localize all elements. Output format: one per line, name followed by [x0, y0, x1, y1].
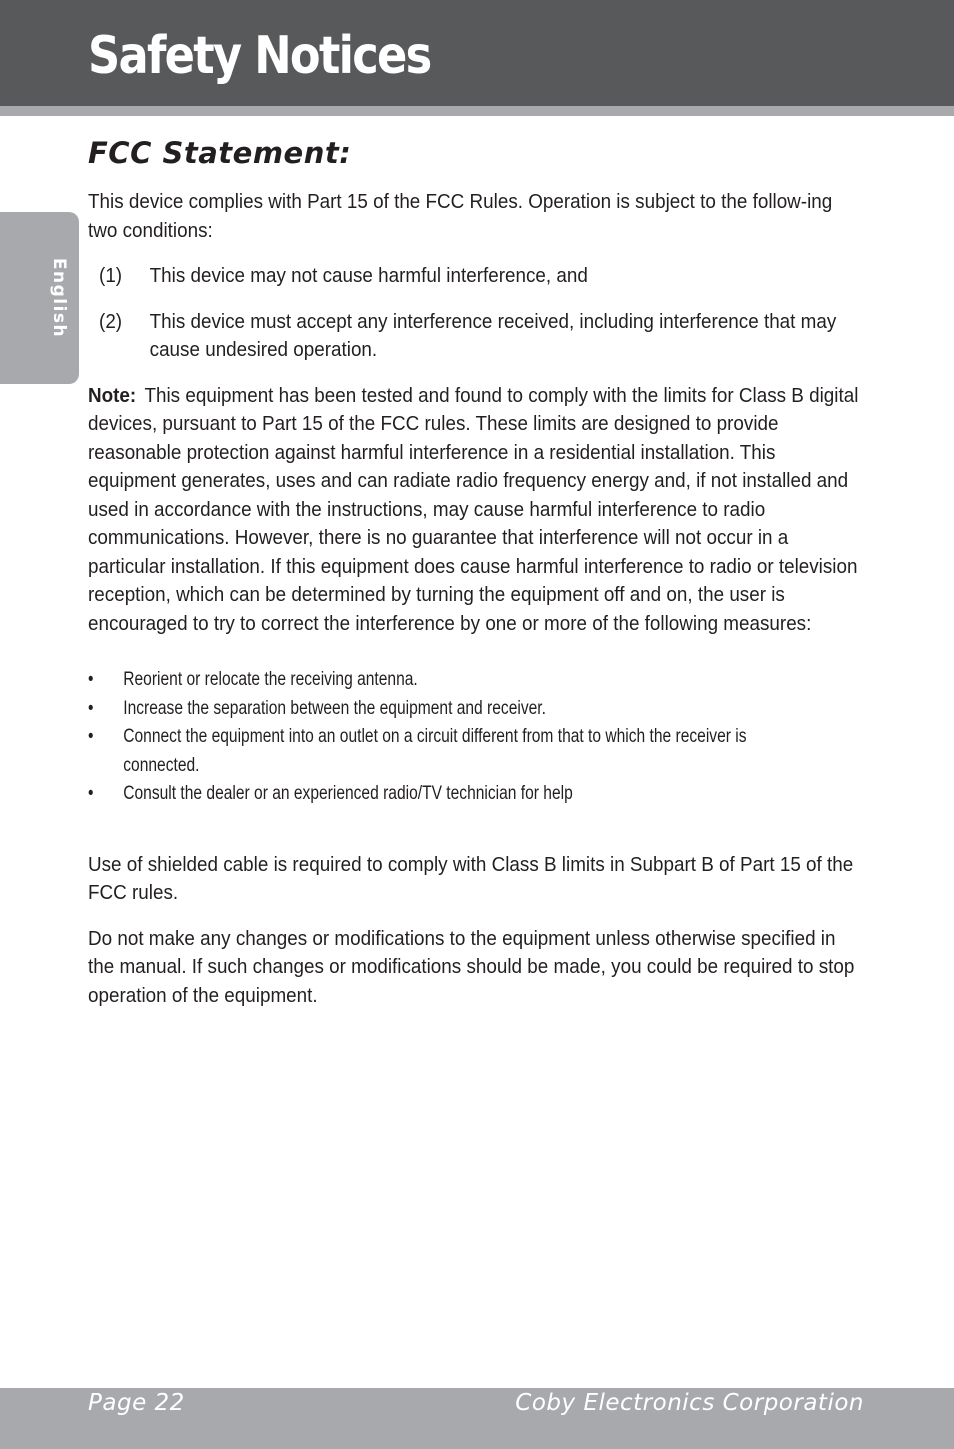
condition-text: This device may not cause harmful interference, and — [149, 264, 588, 287]
modifications-paragraph: Do not make any changes or modifications to the equipment unless otherwise specified in the manual. If such changes or modifications should be made, you could be required to stop operation of the equipment. — [88, 926, 855, 1007]
condition-number: (1) — [99, 264, 123, 287]
list-item-text: Connect the equipment into an outlet on a circuit different from that to which the receiver is connected. — [123, 726, 747, 776]
condition-number: (2) — [99, 309, 123, 333]
condition-item — [88, 262, 865, 291]
section-title: FCC Statement: — [88, 136, 352, 170]
company-name: Coby Electronics Corporation — [515, 1390, 864, 1416]
shielded-cable-paragraph: Use of shielded cable is required to comply with Class B limits in Subpart B of Part 15 of the FCC rules. — [88, 852, 854, 904]
list-item — [88, 723, 826, 780]
page-number: Page 22 — [88, 1390, 185, 1416]
condition-item — [88, 308, 865, 365]
bullet-icon: • — [88, 697, 94, 719]
bullet-icon: • — [88, 783, 94, 804]
list-item-text: Reorient or relocate the receiving antenna. — [123, 669, 418, 690]
measures-list — [88, 666, 868, 809]
condition-text: This device must accept any interference received, including interference that may cause undesired operation. — [149, 309, 837, 361]
bullet-icon: • — [88, 669, 94, 690]
note-paragraph — [88, 382, 865, 639]
page-title: Safety Notices — [88, 26, 431, 86]
list-item — [88, 780, 826, 809]
note-text: This equipment has been tested and found to comply with the limits for Class B digital devices, pursuant to Part 15 of the FCC rules. These limits are designed to provide reasonable protection against harmful interference in a residential installation. This equipment generates, uses and can radiate radio frequency energy and, if not installed and used in accordance with the instructions, may cause harmful interference to radio communications. However, there is no guarantee that interference will not occur in a particular installation. If this equipment does cause harmful interference to radio or television reception, which can be determined by turning the equipment off and on, the user is encouraged to try to correct the interference by one or more of the following measures: — [88, 383, 859, 635]
note-label: Note: — [88, 383, 137, 407]
main-content — [88, 188, 868, 1010]
header-stripe — [0, 106, 954, 116]
bullet-icon: • — [88, 726, 94, 747]
list-item — [88, 666, 826, 695]
list-item — [88, 695, 826, 724]
list-item-text: Increase the separation between the equipment and receiver. — [123, 697, 546, 719]
intro-paragraph: This device complies with Part 15 of the FCC Rules. Operation is subject to the follow-ing two conditions: — [88, 190, 833, 242]
list-item-text: Consult the dealer or an experienced radio/TV technician for help — [123, 783, 573, 804]
language-label: English — [49, 257, 69, 339]
